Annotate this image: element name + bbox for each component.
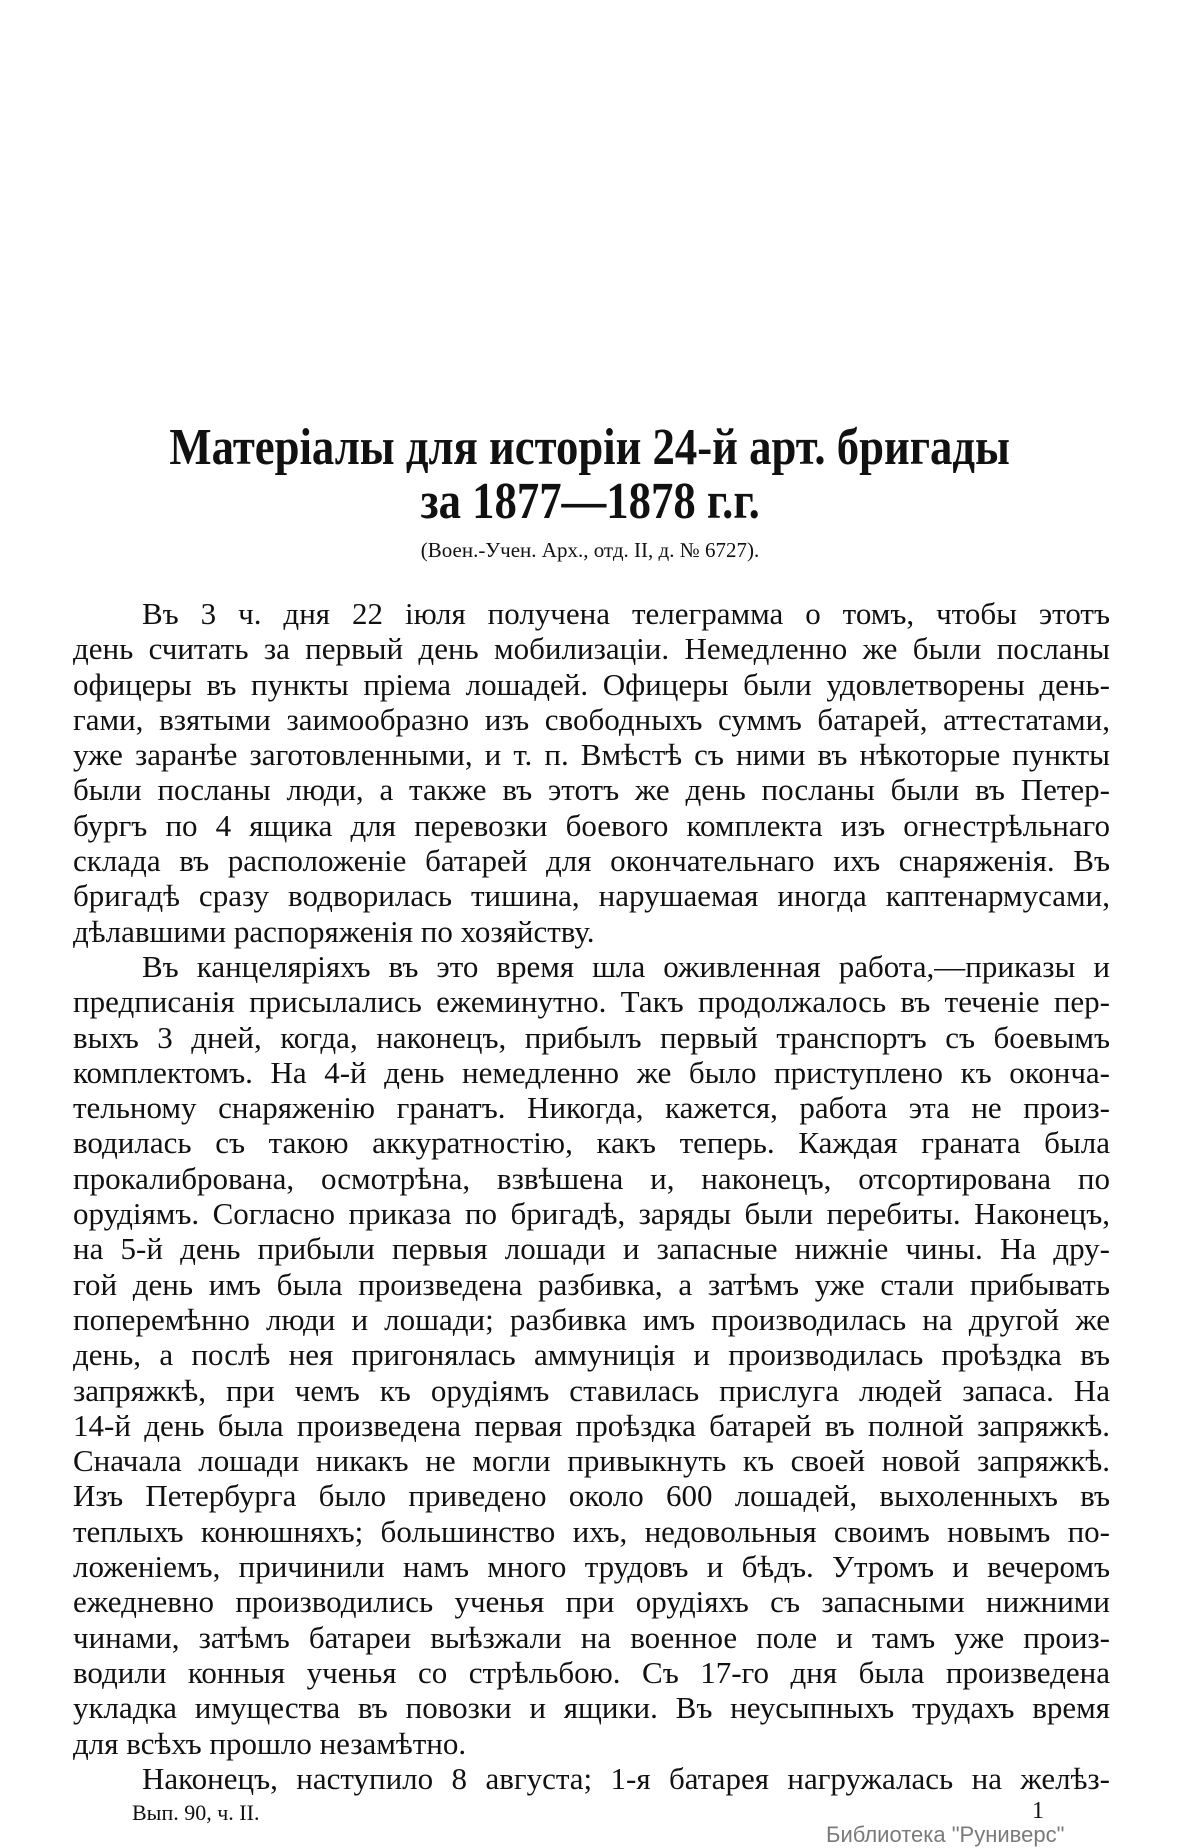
text-line: водилась съ такою аккуратностію, какъ теперь. Каждая граната была [73,1125,1110,1161]
body-text [73,596,1110,1796]
text-line: 14-й день была произведена первая проѣздка батарей въ полной запряжкѣ. [73,1407,1110,1443]
text-line: день, а послѣ нея пригонялась аммуниція и производилась проѣздка въ [73,1337,1110,1373]
text-line: Сначала лошади никакъ не могли привыкнуть къ своей новой запряжкѣ. [73,1443,1110,1479]
page-title-line-2 [0,474,1180,530]
text-line: дѣлавшими распоряженія по хозяйству. [73,913,595,949]
text-line: орудіямъ. Согласно приказа по бригадѣ, заряды были перебиты. Наконецъ, [73,1196,1110,1232]
text-line: для всѣхъ прошло незамѣтно. [73,1725,467,1761]
text-line: уже заранѣе заготовленными, и т. п. Вмѣстѣ съ ними въ нѣкоторые пункты [73,737,1110,773]
text-line: комплектомъ. На 4-й день немедленно же было приступлено къ оконча- [73,1054,1110,1090]
text-line: были посланы люди, а также въ этотъ же день посланы были въ Петер- [73,772,1110,808]
text-line: бургъ по 4 ящика для перевозки боевого комплекта изъ огнестрѣльнаго [73,807,1110,843]
text-line: ложеніемъ, причинили намъ много трудовъ и бѣдъ. Утромъ и вечеромъ [73,1549,1110,1585]
archive-source: (Воен.-Учен. Арх., отд. II, д. № 6727). [420,538,760,562]
page-title-line-1 [0,420,1180,476]
text-line: теплыхъ конюшняхъ; большинство ихъ, недовольныя своимъ новымъ по- [73,1513,1110,1549]
text-line: Въ 3 ч. дня 22 іюля получена телеграмма о томъ, чтобы этотъ [142,596,1110,631]
text-line: день считать за первый день мобилизаціи. Немедленно же были посланы [73,631,1110,667]
text-line: водили конныя ученья со стрѣльбою. Съ 17-го дня была произведена [73,1654,1110,1690]
text-line: чинами, затѣмъ батареи выѣзжали на военное поле и тамъ уже произ- [73,1619,1110,1655]
text-line: прокалибрована, осмотрѣна, взвѣшена и, наконецъ, отсортирована по [73,1160,1110,1196]
text-line: тельному снаряженію гранатъ. Никогда, кажется, работа эта не произ- [73,1090,1110,1126]
issue-signature: Вып. 90, ч. II. [132,1800,260,1825]
text-line: Изъ Петербурга было приведено около 600 лошадей, выхоленныхъ въ [73,1478,1110,1514]
text-line: на 5-й день прибыли первыя лошади и запасные нижніе чины. На дру- [73,1231,1110,1267]
text-line: гами, взятыми заимообразно изъ свободныхъ суммъ батарей, аттестатами, [73,701,1110,737]
text-line: Наконецъ, наступило 8 августа; 1-я батарея нагружалась на желѣз- [142,1760,1110,1796]
text-line: гой день имъ была произведена разбивка, а затѣмъ уже стали прибывать [73,1266,1110,1302]
text-line: предписанія присылались ежеминутно. Такъ продолжалось въ теченіе пер- [73,984,1110,1020]
title-text-2: за 1877—1878 г.г. [420,473,760,530]
text-line: запряжкѣ, при чемъ къ орудіямъ ставилась прислуга людей запаса. На [73,1372,1110,1408]
text-line: офицеры въ пункты пріема лошадей. Офицеры были удовлетворены день- [73,666,1110,702]
text-line: поперемѣнно люди и лошади; разбивка имъ производилась на другой же [73,1301,1110,1337]
text-line: бригадѣ сразу водворилась тишина, нарушаемая иногда каптенармусами, [73,878,1110,914]
text-line: склада въ расположеніе батарей для окончательнаго ихъ снаряженія. Въ [73,843,1110,879]
page-number: 1 [1032,1798,1044,1824]
library-watermark: Библиотека "Руниверс" [826,1822,1065,1847]
text-line: выхъ 3 дней, когда, наконецъ, прибылъ первый транспортъ съ боевымъ [73,1019,1110,1055]
text-line: ежедневно производились ученья при орудіяхъ съ запасными нижними [73,1584,1110,1620]
text-line: Въ канцеляріяхъ въ это время шла оживленная работа,—приказы и [142,948,1110,984]
text-line: укладка имущества въ повозки и ящики. Въ неусыпныхъ трудахъ время [73,1690,1110,1726]
title-text-1: Матеріалы для исторіи 24-й арт. бригады [169,419,1011,476]
